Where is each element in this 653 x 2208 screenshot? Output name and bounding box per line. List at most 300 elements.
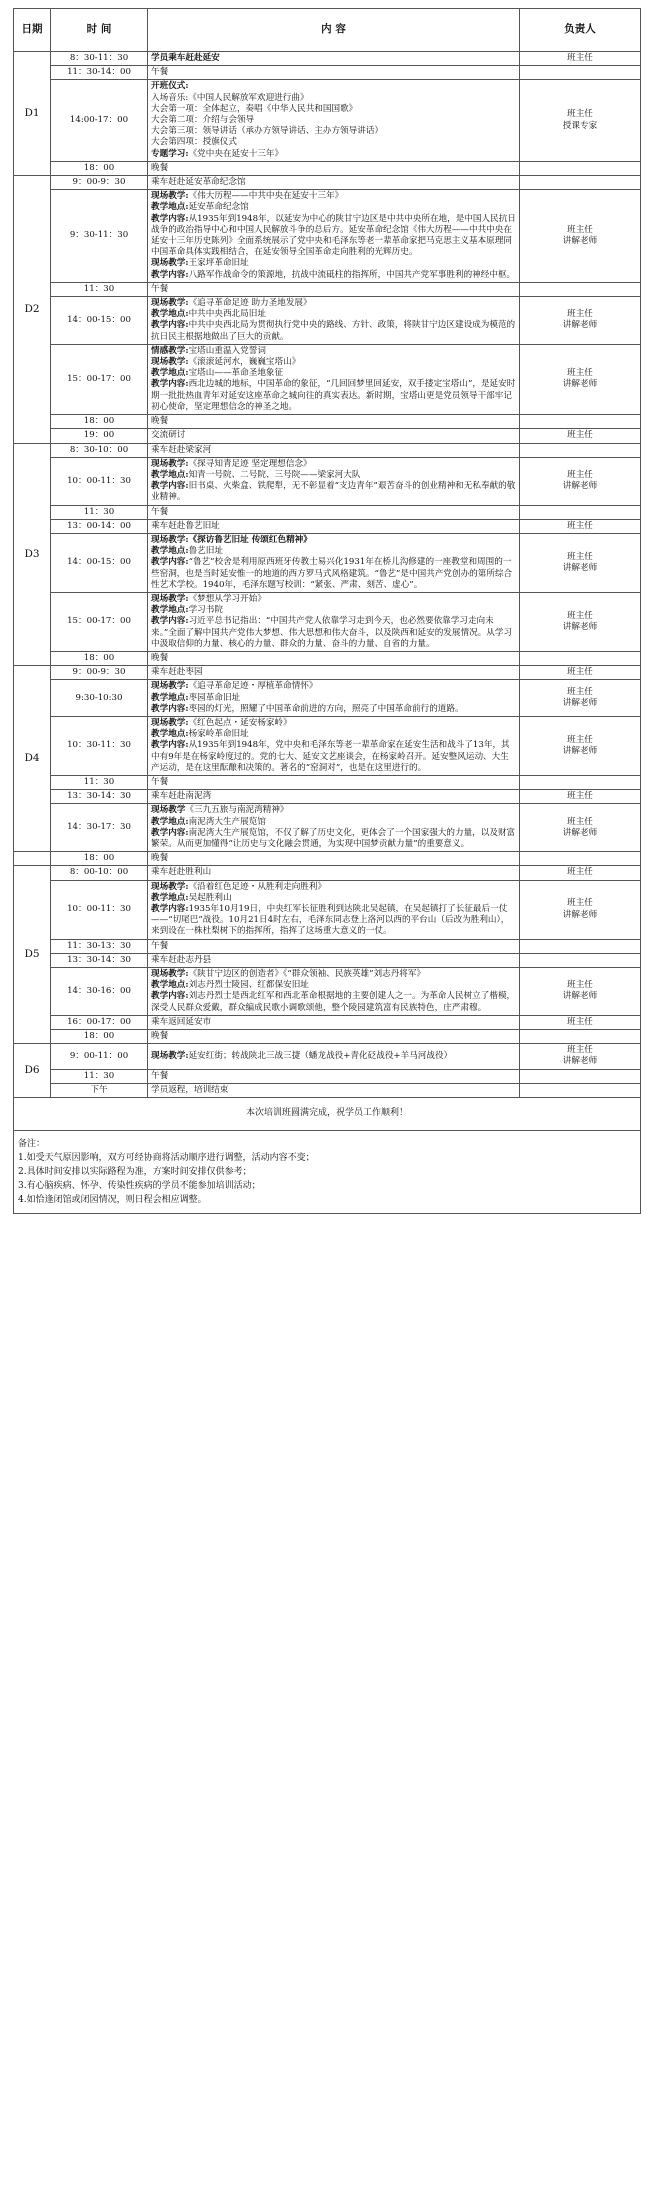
content-line-text: 乘车赶赴延安革命纪念馆	[151, 177, 246, 188]
content-line-text: 南泥湾大生产展览馆	[188, 816, 266, 827]
content-line-text: 交流研讨	[151, 430, 186, 441]
day-label	[14, 852, 51, 866]
content-line	[151, 149, 516, 160]
schedule-row	[14, 866, 641, 880]
time-cell: 13：30-14：30	[51, 953, 148, 967]
owner-cell	[520, 443, 641, 457]
content-line	[151, 817, 516, 828]
time-cell: 10：00-11：30	[51, 457, 148, 505]
content-line	[151, 1051, 516, 1062]
content-line	[151, 270, 516, 281]
owner-cell: 班主任 讲解老师	[520, 344, 641, 414]
time-cell: 11：30	[51, 505, 148, 519]
schedule-row	[14, 190, 641, 283]
time-cell: 9：30-11：30	[51, 190, 148, 283]
content-line-text: 《滚滚延河水，巍巍宝塔山》	[188, 357, 301, 368]
content-line-label: 现场教学:	[151, 881, 189, 892]
content-line-text: 《追寻革命足迹 助力圣地发展》	[188, 298, 312, 309]
time-cell: 14：00-15：00	[51, 533, 148, 592]
content-line	[151, 904, 516, 938]
time-cell: 14：00-15：00	[51, 297, 148, 345]
content-cell	[148, 852, 520, 866]
time-cell: 11：30	[51, 775, 148, 789]
content-line-text: 晚餐	[151, 1031, 169, 1042]
time-cell: 11：30	[51, 1069, 148, 1083]
content-line-text: 学习书院	[188, 605, 223, 616]
owner-cell	[520, 282, 641, 296]
day-label: D4	[14, 666, 51, 852]
schedule-row	[14, 429, 641, 443]
schedule-row	[14, 804, 641, 852]
content-line-text: 知青一号院、二号院、三号院——梁家河大队	[188, 469, 361, 480]
time-cell: 9：00-11：00	[51, 1044, 148, 1069]
content-line	[151, 81, 516, 92]
time-cell: 9：00-9：30	[51, 666, 148, 680]
content-line-text: 乘车赶赴鲁艺旧址	[151, 520, 220, 531]
content-line	[151, 284, 516, 295]
note-line: 3.有心脑疾病、怀孕、传染性疾病的学员不能参加培训活动；	[18, 1181, 261, 1192]
content-line-text: 大会第四项：授旗仪式	[151, 137, 237, 148]
content-line	[151, 309, 516, 320]
content-cell	[148, 680, 520, 717]
content-line	[151, 1017, 516, 1028]
content-line-text: 宝塔山重温入党誓词	[188, 345, 266, 356]
content-line-label: 开班仪式:	[151, 81, 189, 92]
time-cell: 13：00-14：00	[51, 519, 148, 533]
content-line	[151, 893, 516, 904]
content-line-text: 八路军作战命令的策源地，抗战中流砥柱的指挥所，中国共产党军事胜利的神经中枢。	[188, 269, 516, 280]
time-cell: 15：00-17：00	[51, 592, 148, 651]
schedule-row	[14, 297, 641, 345]
content-line-text: 《沿着红色足迹・从胜利走向胜利》	[188, 881, 327, 892]
content-line-label: 现场教学:	[151, 357, 189, 368]
time-cell: 8：00-10：00	[51, 866, 148, 880]
content-line-text: 《三九五旅与南泥湾精神》	[185, 805, 289, 816]
content-line	[151, 882, 516, 893]
content-line	[151, 459, 516, 470]
content-line-label: 现场教学:	[151, 593, 189, 604]
content-line	[151, 718, 516, 729]
content-line-label: 现场教学	[151, 805, 186, 816]
content-line-text: 午餐	[151, 776, 169, 787]
content-line-text: 《探寻知青足迹 坚定理想信念》	[188, 458, 312, 469]
content-cell	[148, 1083, 520, 1097]
content-line-label: 现场教学:	[151, 1050, 189, 1061]
content-line	[151, 791, 516, 802]
content-line	[151, 346, 516, 357]
note-line: 4.如恰逢闭馆或闭园情况，则日程会相应调整。	[18, 1195, 207, 1206]
content-line-text: 乘车赶赴枣园	[151, 667, 203, 678]
owner-cell	[520, 1069, 641, 1083]
schedule-row	[14, 282, 641, 296]
content-line-text: 乘车赶赴志丹县	[151, 954, 212, 965]
schedule-row	[14, 1044, 641, 1069]
content-line-label: 教学地点:	[151, 980, 189, 991]
day-label: D1	[14, 52, 51, 176]
content-line	[151, 1031, 516, 1042]
content-line-text: 延安红街；转战陕北三战三捷（蟠龙战役+青化砭战役+羊马河战役）	[188, 1050, 453, 1061]
time-cell: 19：00	[51, 429, 148, 443]
content-line-label: 教学地点:	[151, 605, 189, 616]
content-line	[151, 368, 516, 379]
content-line-text: 乘车赶赴南泥湾	[151, 791, 212, 802]
content-cell	[148, 415, 520, 429]
content-line	[151, 470, 516, 481]
content-line	[151, 653, 516, 664]
schedule-table	[13, 8, 641, 1214]
note-line: 1.如受天气原因影响，双方可经协商将活动顺序进行调整，活动内容不变；	[18, 1153, 315, 1164]
day-label: D2	[14, 176, 51, 443]
content-line-text: 枣园的灯光，照耀了中国革命前进的方向，照亮了中国革命前行的道路。	[188, 703, 464, 714]
content-line-label: 现场教学:	[151, 191, 189, 202]
content-line-text: 鲁艺旧址	[188, 546, 223, 557]
content-line-text: 学员返程，培训结束	[151, 1084, 229, 1095]
schedule-row	[14, 775, 641, 789]
content-cell	[148, 1030, 520, 1044]
owner-cell: 班主任 讲解老师	[520, 533, 641, 592]
content-line	[151, 941, 516, 952]
schedule-row	[14, 80, 641, 161]
content-line	[151, 867, 516, 878]
header-day: 日期	[14, 9, 51, 52]
content-line-text: 习近平总书记指出：“中国共产党人依靠学习走到今天，也必然要依靠学习走向未来。”全面了解中国共产党伟大梦想、伟大思想和伟大奋斗，以及陕西和延安的发展情况。从学习中汲取信仰的力量、核心的力量、群众的力量、奋斗的力量、自省的力量。	[151, 616, 513, 649]
content-cell	[148, 161, 520, 175]
note-line: 2.具体时间安排以实际路程为准，方案时间安排仅供参考；	[18, 1167, 252, 1178]
owner-cell: 班主任 讲解老师	[520, 680, 641, 717]
content-line	[151, 507, 516, 518]
time-cell: 14：30-17：30	[51, 804, 148, 852]
content-cell	[148, 651, 520, 665]
content-line	[151, 616, 516, 650]
time-cell: 14：30-16：00	[51, 968, 148, 1016]
header-time: 时 间	[51, 9, 148, 52]
content-line	[151, 137, 516, 148]
content-cell	[148, 1069, 520, 1083]
content-line	[151, 535, 516, 546]
content-line-label: 教学内容:	[151, 904, 189, 915]
content-line-text: 《陕甘宁边区的创造者》《“群众领袖、民族英雄”刘志丹将军》	[188, 969, 426, 980]
content-line-label: 教学地点:	[151, 469, 189, 480]
schedule-row	[14, 1030, 641, 1044]
owner-cell	[520, 176, 641, 190]
content-line	[151, 191, 516, 202]
owner-cell: 班主任 讲解老师	[520, 880, 641, 939]
schedule-row	[14, 519, 641, 533]
content-line-text: 晚餐	[151, 416, 169, 427]
content-line	[151, 163, 516, 174]
content-line-text: 《红色起点・延安杨家岭》	[188, 717, 292, 728]
notes-title: 备注：	[18, 1139, 46, 1150]
content-cell	[148, 939, 520, 953]
schedule-row	[14, 790, 641, 804]
content-line-label: 现场教学:	[151, 258, 189, 269]
schedule-row	[14, 939, 641, 953]
content-line	[151, 93, 516, 104]
content-line	[151, 546, 516, 557]
schedule-row	[14, 1069, 641, 1083]
content-line-text: 晚餐	[151, 652, 169, 663]
content-cell	[148, 866, 520, 880]
content-line-label: 学员乘车赶赴延安	[151, 53, 220, 63]
owner-cell: 班主任	[520, 1015, 641, 1029]
owner-cell	[520, 66, 641, 80]
content-line	[151, 320, 516, 342]
owner-cell	[520, 852, 641, 866]
content-cell	[148, 775, 520, 789]
content-cell	[148, 968, 520, 1016]
content-line-text: 大会第二项：介绍与会领导	[151, 115, 255, 126]
content-line	[151, 667, 516, 678]
content-line-text: 《追寻革命足迹・厚植革命情怀》	[188, 681, 318, 692]
content-cell	[148, 533, 520, 592]
content-line-text: 乘车赶赴梁家河	[151, 444, 212, 455]
content-line-text: 西北边城的地标，中国革命的象征，“几回回梦里回延安，双手搂定宝塔山”，是延安时期一批批热血青年对延安这座革命之城向往的真实表达。新时期，宝塔山更是党员领导干部牢记初心使命，坚定理想信念的神圣之地。	[151, 379, 516, 412]
content-line-text: 乘车返回延安市	[151, 1016, 212, 1027]
content-cell	[148, 80, 520, 161]
content-line-label: 教学内容:	[151, 991, 189, 1002]
owner-cell	[520, 775, 641, 789]
owner-cell: 班主任 讲解老师	[520, 457, 641, 505]
content-line-text: 晚餐	[151, 162, 169, 173]
content-line	[151, 805, 516, 816]
schedule-row	[14, 505, 641, 519]
content-cell	[148, 790, 520, 804]
content-cell	[148, 953, 520, 967]
content-cell	[148, 176, 520, 190]
content-line-label: 情感教学:	[151, 345, 189, 356]
schedule-row	[14, 716, 641, 775]
content-cell	[148, 519, 520, 533]
content-line-text: 延安革命纪念馆	[188, 202, 249, 213]
content-line-text: 晚餐	[151, 853, 169, 864]
owner-cell: 班主任	[520, 790, 641, 804]
content-cell	[148, 344, 520, 414]
time-cell: 16：00-17：00	[51, 1015, 148, 1029]
content-line-text: 入场音乐:《中国人民解放军欢迎进行曲》	[151, 92, 309, 103]
schedule-row	[14, 161, 641, 175]
content-line-text: 午餐	[151, 67, 169, 78]
content-cell	[148, 505, 520, 519]
owner-cell: 班主任 讲解老师	[520, 190, 641, 283]
owner-cell: 班主任 讲解老师	[520, 1044, 641, 1069]
owner-cell: 班主任 讲解老师	[520, 297, 641, 345]
schedule-row	[14, 533, 641, 592]
content-line	[151, 969, 516, 980]
content-line	[151, 729, 516, 740]
content-line-label: 教学内容:	[151, 213, 189, 224]
owner-cell	[520, 651, 641, 665]
content-line-label: 教学地点:	[151, 692, 189, 703]
schedule-body	[14, 52, 641, 1098]
content-line-text: 王家坪革命旧址	[188, 258, 249, 269]
content-line	[151, 828, 516, 850]
schedule-row	[14, 666, 641, 680]
content-line-label: 现场教学:	[151, 458, 189, 469]
content-line-label: 教学内容:	[151, 616, 189, 627]
time-cell: 15：00-17：00	[51, 344, 148, 414]
time-cell: 下午	[51, 1083, 148, 1097]
time-cell: 13：30-14：30	[51, 790, 148, 804]
content-line-text: 《党中央在延安十三年》	[188, 148, 284, 159]
notes-cell	[14, 1131, 641, 1214]
content-line-text: 午餐	[151, 1070, 169, 1081]
owner-cell: 班主任	[520, 519, 641, 533]
content-line-label: 教学地点:	[151, 729, 189, 740]
footer-message: 本次培训班圆满完成，祝学员工作顺利！	[14, 1098, 641, 1131]
time-cell: 8：30-11：30	[51, 52, 148, 66]
day-label: D5	[14, 866, 51, 1044]
content-line-label: 现场教学:	[151, 717, 189, 728]
content-line-label: 教学内容:	[151, 481, 189, 492]
schedule-row	[14, 880, 641, 939]
content-line	[151, 357, 516, 368]
content-line	[151, 955, 516, 966]
content-line	[151, 853, 516, 864]
content-line-text: 大会第一项：全体起立，奏唱《中华人民共和国国歌》	[151, 103, 358, 114]
content-line	[151, 298, 516, 309]
footer-row	[14, 1098, 641, 1131]
content-line	[151, 980, 516, 991]
content-line-label: 教学内容:	[151, 740, 189, 751]
content-line	[151, 258, 516, 269]
content-line	[151, 704, 516, 715]
content-line-label: 现场教学:	[151, 969, 189, 980]
content-cell	[148, 282, 520, 296]
content-line	[151, 681, 516, 692]
time-cell: 9:30-10:30	[51, 680, 148, 717]
content-line	[151, 53, 516, 64]
owner-cell: 班主任	[520, 52, 641, 66]
owner-cell	[520, 415, 641, 429]
time-cell: 18：00	[51, 852, 148, 866]
content-cell	[148, 804, 520, 852]
content-line-label: 教学地点:	[151, 368, 189, 379]
schedule-row	[14, 968, 641, 1016]
content-line-label: 教学地点:	[151, 892, 189, 903]
content-cell	[148, 716, 520, 775]
content-line	[151, 594, 516, 605]
content-line-label: 现场教学:	[151, 681, 189, 692]
owner-cell	[520, 505, 641, 519]
content-line-text: 宝塔山——革命圣地象征	[188, 368, 284, 379]
content-line	[151, 126, 516, 137]
content-line-text: 大会第三项：领导讲话（承办方领导讲话、主办方领导讲话）	[151, 126, 384, 137]
content-line-text: 刘志丹烈士是西北红军和西北革命根据地的主要创建人之一。为革命人民树立了楷模，深受人民群众爱戴，群众编成民歌小调歌颂他，整个陵园建筑富有民族特色，庄严肃穆。	[151, 991, 516, 1013]
content-line-label: 教学内容:	[151, 827, 189, 838]
content-line-label: 教学内容:	[151, 703, 189, 714]
owner-cell: 班主任 授课专家	[520, 80, 641, 161]
time-cell: 10：00-11：30	[51, 880, 148, 939]
content-line-text: 中共中央西北局为贯彻执行党中央的路线、方针、政策，将陕甘宁边区建设成为模范的抗日民主根据地做出了巨大的贡献。	[151, 320, 516, 342]
time-cell: 10：30-11：30	[51, 716, 148, 775]
day-label: D6	[14, 1044, 51, 1098]
schedule-row	[14, 457, 641, 505]
owner-cell	[520, 1030, 641, 1044]
content-line-label: 教学地点:	[151, 202, 189, 213]
content-line	[151, 991, 516, 1013]
schedule-row	[14, 680, 641, 717]
content-line-text: 午餐	[151, 940, 169, 951]
time-cell: 14:00-17：00	[51, 80, 148, 161]
owner-cell	[520, 939, 641, 953]
owner-cell: 班主任	[520, 429, 641, 443]
schedule-row	[14, 344, 641, 414]
content-line-text: 《梦想从学习开始》	[188, 593, 266, 604]
content-line	[151, 777, 516, 788]
content-line-text: 从1935年到1948年，党中央和毛泽东等老一辈革命家在延安生活和战斗了13年，其中有9年是在杨家岭度过的。党的七大、延安文艺座谈会，在杨家岭召开。延安整风运动、大生产运动，是在这里酝酿和决策的。著名的“窑洞对”，也是在这里进行的。	[151, 740, 510, 773]
content-line-text: 南泥湾大生产展览馆，不仅了解了历史文化，更体会了一个国家强大的力量，以及财富繁荣。从而更加懂得“让历史与文化融会贯通，为实现中国梦贡献力量”的重要意义。	[151, 827, 516, 849]
content-line	[151, 379, 516, 413]
content-line	[151, 104, 516, 115]
content-line-text: 刘志丹烈士陵园、红都保安旧址	[188, 980, 309, 991]
content-line-text: “鲁艺”校舍是利用原西班牙传教士易兴化1931年在桥儿沟修建的一座教堂和周围的一些窑洞，也是当时延安惟一的地道的西方罗马式风格建筑。“鲁艺”是中国共产党创办的第所综合性艺术学校。1940年，毛泽东题写校训：“紧张、严肃、刻苦、虚心”。	[151, 557, 513, 590]
content-line-label: 教学地点:	[151, 546, 189, 557]
content-cell	[148, 66, 520, 80]
content-line	[151, 67, 516, 78]
content-line-text: 旧书桌、火柴盒、铁爬犁，无不彰显着“支边青年”艰苦奋斗的创业精神和无私奉献的敬业精神。	[151, 481, 516, 503]
content-line	[151, 740, 516, 774]
content-cell	[148, 457, 520, 505]
content-line	[151, 177, 516, 188]
content-line-label: 专题学习:	[151, 148, 189, 159]
content-line-label: 教学地点:	[151, 309, 189, 320]
owner-cell	[520, 161, 641, 175]
table-header-row	[14, 9, 641, 52]
content-line	[151, 115, 516, 126]
content-line-text: 1935年10月19日，中央红军长征胜利到达陕北吴起镇，在吴起镇打了长征最后一仗——“切尾巴”战役。10月21日4时左右，毛泽东同志登上洛河以西的平台山（后改为胜利山），来到设在一株杜梨树下的指挥所，指挥了这场重大意义的一仗。	[151, 904, 510, 937]
content-line	[151, 1071, 516, 1082]
owner-cell: 班主任 讲解老师	[520, 592, 641, 651]
notes-row	[14, 1131, 641, 1214]
content-line-label: 现场教学:	[151, 298, 189, 309]
content-cell	[148, 666, 520, 680]
owner-cell	[520, 1083, 641, 1097]
time-cell: 11：30-14：00	[51, 66, 148, 80]
schedule-row	[14, 176, 641, 190]
header-owner: 负责人	[520, 9, 641, 52]
content-line	[151, 416, 516, 427]
time-cell: 9：00-9：30	[51, 176, 148, 190]
owner-cell: 班主任 讲解老师	[520, 804, 641, 852]
owner-cell	[520, 953, 641, 967]
content-line	[151, 693, 516, 704]
content-cell	[148, 297, 520, 345]
content-line-label: 现场教学:《探访鲁艺旧址 传颂红色精神》	[151, 534, 312, 545]
content-line	[151, 445, 516, 456]
schedule-row	[14, 651, 641, 665]
header-content: 内 容	[148, 9, 520, 52]
schedule-row	[14, 443, 641, 457]
content-line	[151, 557, 516, 591]
content-line-text: 吴起胜利山	[188, 892, 232, 903]
schedule-row	[14, 852, 641, 866]
content-line-label: 教学地点:	[151, 816, 189, 827]
content-line-text: 午餐	[151, 283, 169, 294]
content-line-text: 中共中央西北局旧址	[188, 309, 266, 320]
content-line-text: 杨家岭革命旧址	[188, 729, 249, 740]
content-line-label: 教学内容:	[151, 379, 189, 390]
content-cell	[148, 1044, 520, 1069]
content-line	[151, 605, 516, 616]
content-line-text: 《伟大历程——中共中央在延安十三年》	[188, 191, 344, 202]
content-cell	[148, 190, 520, 283]
owner-cell: 班主任	[520, 866, 641, 880]
schedule-row	[14, 953, 641, 967]
content-line	[151, 1085, 516, 1096]
owner-cell: 班主任	[520, 666, 641, 680]
schedule-row	[14, 52, 641, 66]
content-line	[151, 202, 516, 213]
